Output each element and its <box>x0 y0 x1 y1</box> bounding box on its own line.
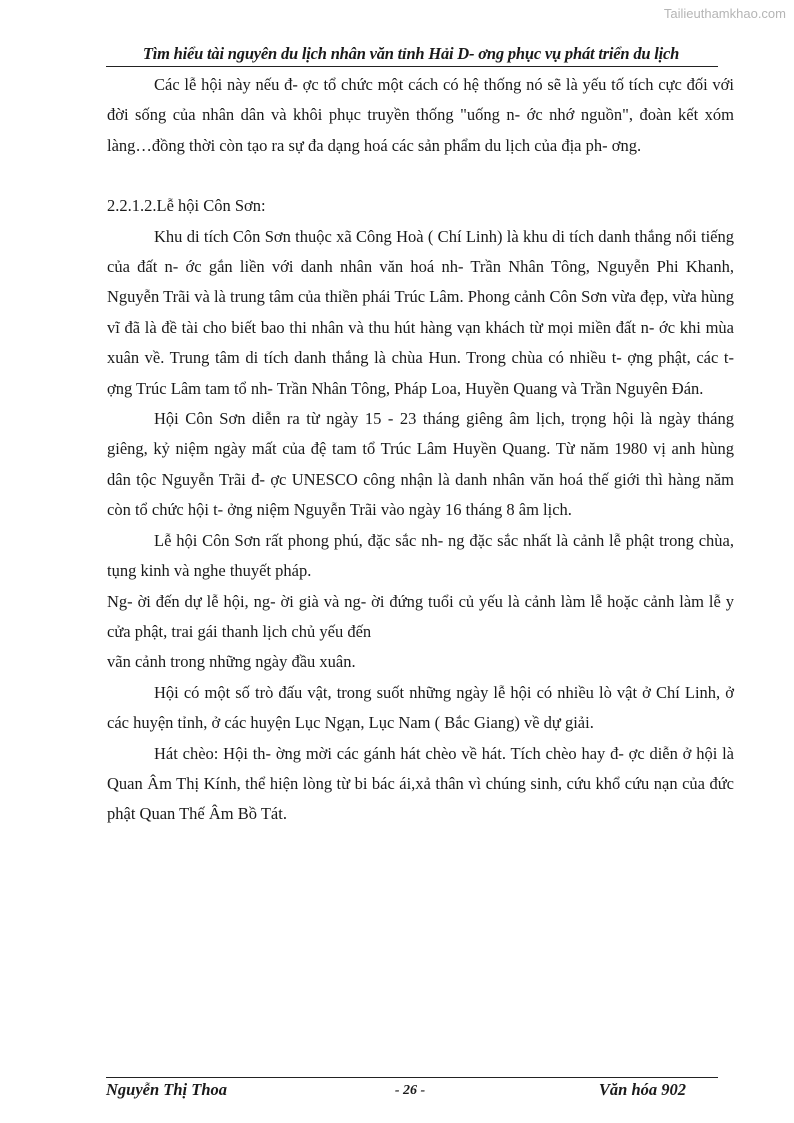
paragraph-spacer <box>107 161 734 191</box>
paragraph-cheo: Hát chèo: Hội th- ờng mời các gánh hát chèo về hát. Tích chèo hay đ- ợc diễn ở hội là Quan Âm Thị Kính, thể hiện lòng từ bi bác ái,xả thân vì chúng sinh, cứu khổ cứu nạn của đức phật Quan Thế Âm Bồ Tát. <box>107 743 734 824</box>
paragraph-attendees-cont: vãn cảnh trong những ngày đầu xuân. <box>107 652 356 672</box>
footer-divider <box>106 1077 718 1078</box>
paragraph-attendees: Ng- ời đến dự lễ hội, ng- ời già và ng- ời đứng tuổi củ yếu là cảnh làm lễ hoặc cảnh làm lễ y cửa phật, trai gái thanh lịch chủ yếu đến <box>107 591 734 641</box>
paragraph-con-son-site: Khu di tích Côn Sơn thuộc xã Công Hoà ( Chí Linh) là khu di tích danh thắng nổi tiếng của đất n- ớc gắn liền với danh nhân văn hoá nh- Trần Nhân Tông, Nguyễn Phi Khanh, Nguyễn Trãi và là trung tâm của thiền phái Trúc Lâm. Phong cảnh Côn Sơn vừa đẹp, vừa hùng vĩ đã là đề tài cho biết bao thi nhân và thu hút hàng vạn khách từ mọi miền đất n- ớc khi mùa xuân về. Trung tâm di tích danh thắng là chùa Hun. Trong chùa có nhiều t- ợng phật, các t- ợng Trúc Lâm tam tổ nh- Trần Nhân Tông, Pháp Loa, Huyền Quang và Trần Nguyên Đán. <box>107 226 734 398</box>
page-number: - 26 - <box>394 1083 426 1098</box>
running-header-title: Tìm hiểu tài nguyên du lịch nhân văn tỉnh Hải D- ơng phục vụ phát triển du lịch <box>142 44 680 63</box>
page-body <box>107 70 734 830</box>
header-divider <box>106 66 718 67</box>
footer-class: Văn hóa 902 <box>598 1080 686 1099</box>
paragraph-festival-dates: Hội Côn Sơn diễn ra từ ngày 15 - 23 tháng giêng âm lịch, trọng hội là ngày tháng giêng, kỷ niệm ngày mất của đệ tam tổ Trúc Lâm Huyền Quang. Từ năm 1980 vị anh hùng dân tộc Nguyễn Trãi đ- ợc UNESCO công nhận là danh nhân văn hoá thế giới thì hàng năm còn tổ chức hội t- ởng niệm Nguyễn Trãi vào ngày 16 tháng 8 âm lịch. <box>107 409 734 520</box>
paragraph-intro: Các lễ hội này nếu đ- ợc tổ chức một cách có hệ thống nó sẽ là yếu tố tích cực đối với đời sống của nhân dân và khôi phục truyền thống "uống n- ớc nhớ nguồn", đoàn kết xóm làng…đồng thời còn tạo ra sự đa dạng hoá các sản phẩm du lịch của địa ph- ơng. <box>107 75 734 155</box>
section-heading: 2.2.1.2.Lễ hội Côn Sơn: <box>107 196 266 216</box>
paragraph-wrestling: Hội có một số trò đấu vật, trong suốt những ngày lễ hội có nhiều lò vật ở Chí Linh, ở các huyện tỉnh, ở các huyện Lục Ngạn, Lục Nam ( Bắc Giang) về dự giải. <box>107 682 734 733</box>
paragraph-rituals: Lễ hội Côn Sơn rất phong phú, đặc sắc nh- ng đặc sắc nhất là cảnh lễ phật trong chùa, tụng kinh và nghe thuyết pháp. <box>107 530 734 581</box>
watermark: Tailieuthamkhao.com <box>663 6 786 21</box>
footer-author: Nguyễn Thị Thoa <box>106 1080 228 1099</box>
